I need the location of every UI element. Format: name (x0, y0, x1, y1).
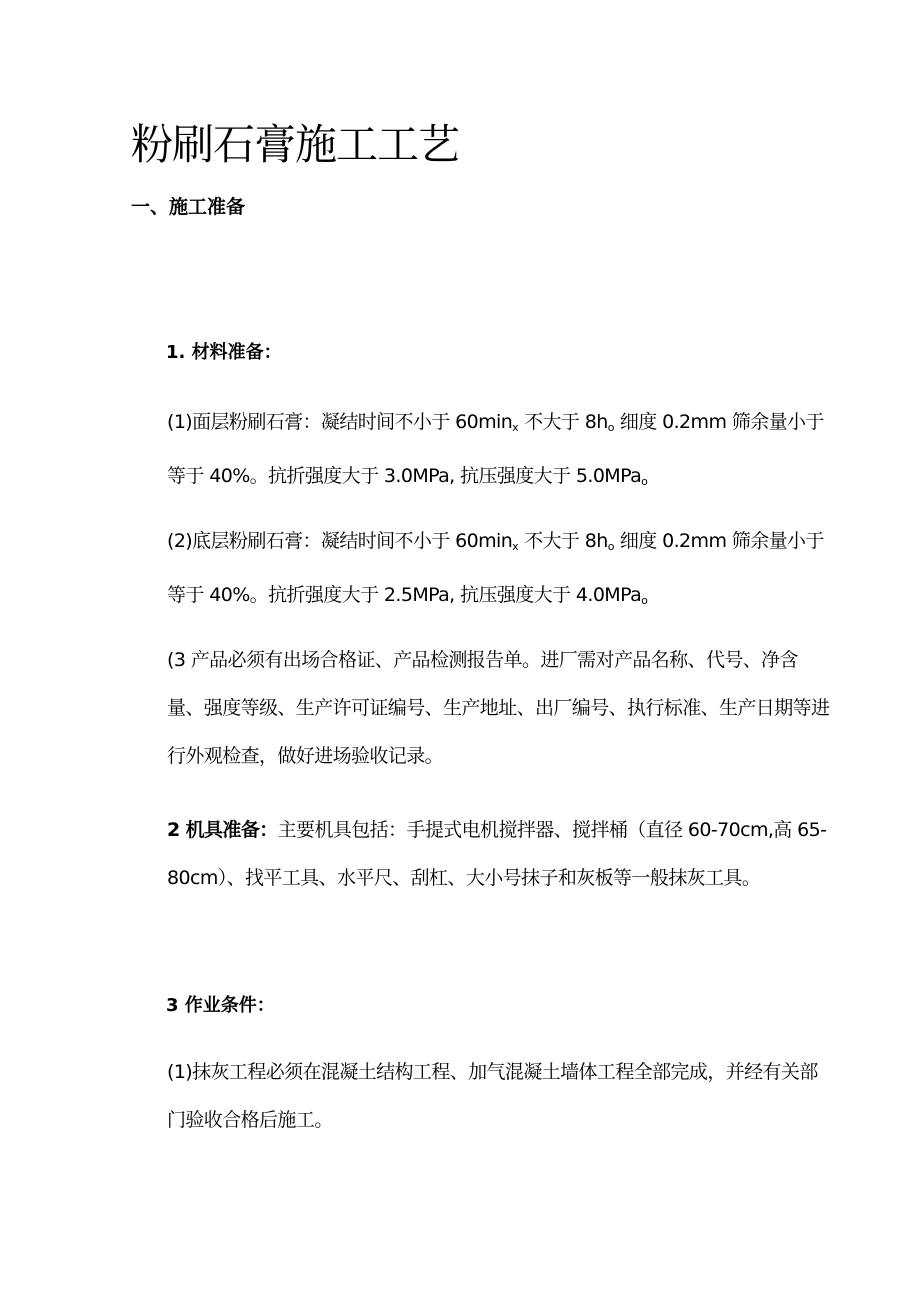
item-text: 不大于 8h (518, 411, 608, 433)
document-title: 粉刷石膏施工工艺 (131, 120, 460, 169)
item-text: 细度 0.2mm 筛余量小于等于 40%。抗折强度大于 3.0MPa, 抗压强度大于 5.0MPa (167, 411, 824, 487)
subscript-mark: o (607, 421, 615, 434)
subscript-mark: x (512, 421, 519, 434)
tools-heading: 2 机具准备： (167, 819, 278, 841)
item-text: 细度 0.2mm 筛余量小于等于 40%。抗折强度大于 2.5MPa, 抗压强度大于 4.0MPa (167, 530, 824, 606)
subscript-mark: o (641, 475, 648, 488)
item-text: (1)面层粉刷石膏：凝结时间不小于 60min (167, 411, 513, 433)
condition-item-1: (1)抹灰工程必须在混凝土结构工程、加气混凝土墙体工程全部完成，并经有关部门验收合格后施工。 (167, 1061, 818, 1131)
subscript-mark: o (641, 594, 648, 607)
tools-text: 主要机具包括：手提式电机搅拌器、搅拌桶（直径 60-70cm,高 65-80cm）、找平工具、水平尺、刮杠、大小号抹子和灰板等一般抹灰工具。 (167, 819, 827, 889)
item-text: (2)底层粉刷石膏：凝结时间不小于 60min (167, 530, 513, 552)
section-heading-preparation: 一、施工准备 (131, 196, 246, 218)
material-item-base-plaster (131, 517, 832, 625)
subsection-heading-conditions: 3 作业条件： (166, 995, 275, 1016)
item-text: 不大于 8h (518, 530, 608, 552)
subscript-mark: o (607, 540, 615, 553)
material-item-surface-plaster (131, 398, 832, 506)
subsection-heading-materials: 1. 材料准备： (166, 342, 282, 363)
tools-paragraph (131, 806, 832, 902)
subscript-mark: x (512, 540, 519, 553)
material-item-certificate: (3 产品必须有出场合格证、产品检测报告单。进厂需对产品名称、代号、净含量、强度等级、生产许可证编号、生产地址、出厂编号、执行标准、生产日期等进行外观检查，做好进场验收记录。 (167, 649, 830, 767)
